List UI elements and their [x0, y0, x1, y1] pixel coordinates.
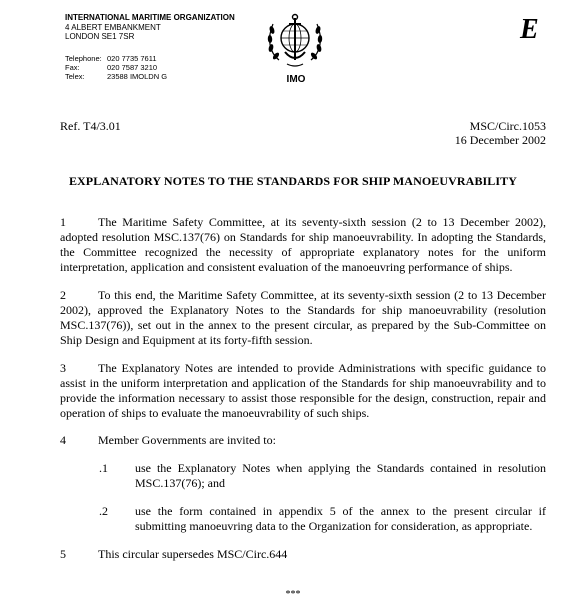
fax-label: Fax: [65, 63, 80, 72]
telex-row [65, 72, 167, 81]
paragraph-text: The Maritime Safety Committee, at its seventy-sixth session (2 to 13 December 2002), adopted resolution MSC.137(76) on Standards for ship manoeuvrability. In adopting the Standards, the Committee recognized the necessity of appropriate explanatory notes for the uniform interpretation, application and consistent evaluation of the manoeuvring performance of ships. [60, 215, 546, 274]
contact-block [65, 54, 167, 81]
paragraph-number: 3 [60, 361, 66, 375]
paragraph-1 [60, 215, 546, 275]
imo-logo-text: IMO [286, 74, 306, 85]
paragraph-text: This circular supersedes MSC/Circ.644 [98, 547, 288, 561]
telephone-row [65, 54, 167, 63]
subitem-number: .1 [99, 461, 108, 475]
telephone-value: 020 7735 7611 [107, 54, 157, 63]
address-line-2: LONDON SE1 7SR [65, 32, 135, 41]
telephone-label: Telephone: [65, 54, 102, 63]
paragraph-2 [60, 288, 546, 348]
subitem-number: .2 [99, 504, 108, 518]
telex-value: 23588 IMOLDN G [107, 72, 168, 81]
document-title: EXPLANATORY NOTES TO THE STANDARDS FOR SHIP MANOEUVRABILITY [68, 174, 518, 188]
paragraph-text: The Explanatory Notes are intended to provide Administrations with specific guidance to assist in the uniform interpretation and application of the Standards for ship manoeuvrability and to provide the information necessary to assist those responsible for the design, construction, repair and operation of ships to evaluate the manoeuvrability of such ships. [60, 361, 546, 420]
circular-info [455, 119, 546, 147]
paragraph-number: 2 [60, 288, 66, 302]
circular-date: 16 December 2002 [454, 133, 546, 147]
reference-number: Ref. T4/3.01 [60, 119, 121, 133]
end-marker: *** [285, 589, 301, 600]
fax-row [65, 63, 167, 72]
paragraph-3 [60, 361, 546, 421]
paragraph-5 [60, 547, 546, 562]
subitem-text: use the Explanatory Notes when applying the Standards contained in resolution MSC.137(76); and [135, 461, 546, 490]
fax-value: 020 7587 3210 [107, 63, 158, 72]
paragraph-text: Member Governments are invited to: [98, 433, 276, 447]
imo-emblem-icon [265, 10, 325, 70]
paragraph-number: 5 [60, 547, 66, 561]
paragraph-number: 1 [60, 215, 66, 229]
paragraph-text: To this end, the Maritime Safety Committee, at its seventy-sixth session (2 to 13 December 2002), approved the Explanatory Notes to the Standards for ship manoeuvrability (resolution MSC.137(76)), set out in the annex to the present circular, as prepared by the Sub-Committee on Ship Design and Equipment at its forty-fifth session. [60, 288, 546, 347]
subitem-1 [99, 461, 546, 491]
org-name: INTERNATIONAL MARITIME ORGANIZATION [65, 13, 235, 22]
paragraph-number: 4 [60, 433, 66, 447]
address-line-1: 4 ALBERT EMBANKMENT [65, 22, 161, 32]
subitem-text: use the form contained in appendix 5 of the annex to the present circular if submitting manoeuvring data to the Organization for consideration, as appropriate. [135, 504, 546, 533]
language-code: E [520, 14, 539, 45]
telex-label: Telex: [65, 72, 85, 81]
org-address-block [65, 13, 235, 42]
subitem-2 [99, 504, 546, 534]
circular-number: MSC/Circ.1053 [469, 119, 546, 133]
paragraph-4 [60, 433, 546, 448]
